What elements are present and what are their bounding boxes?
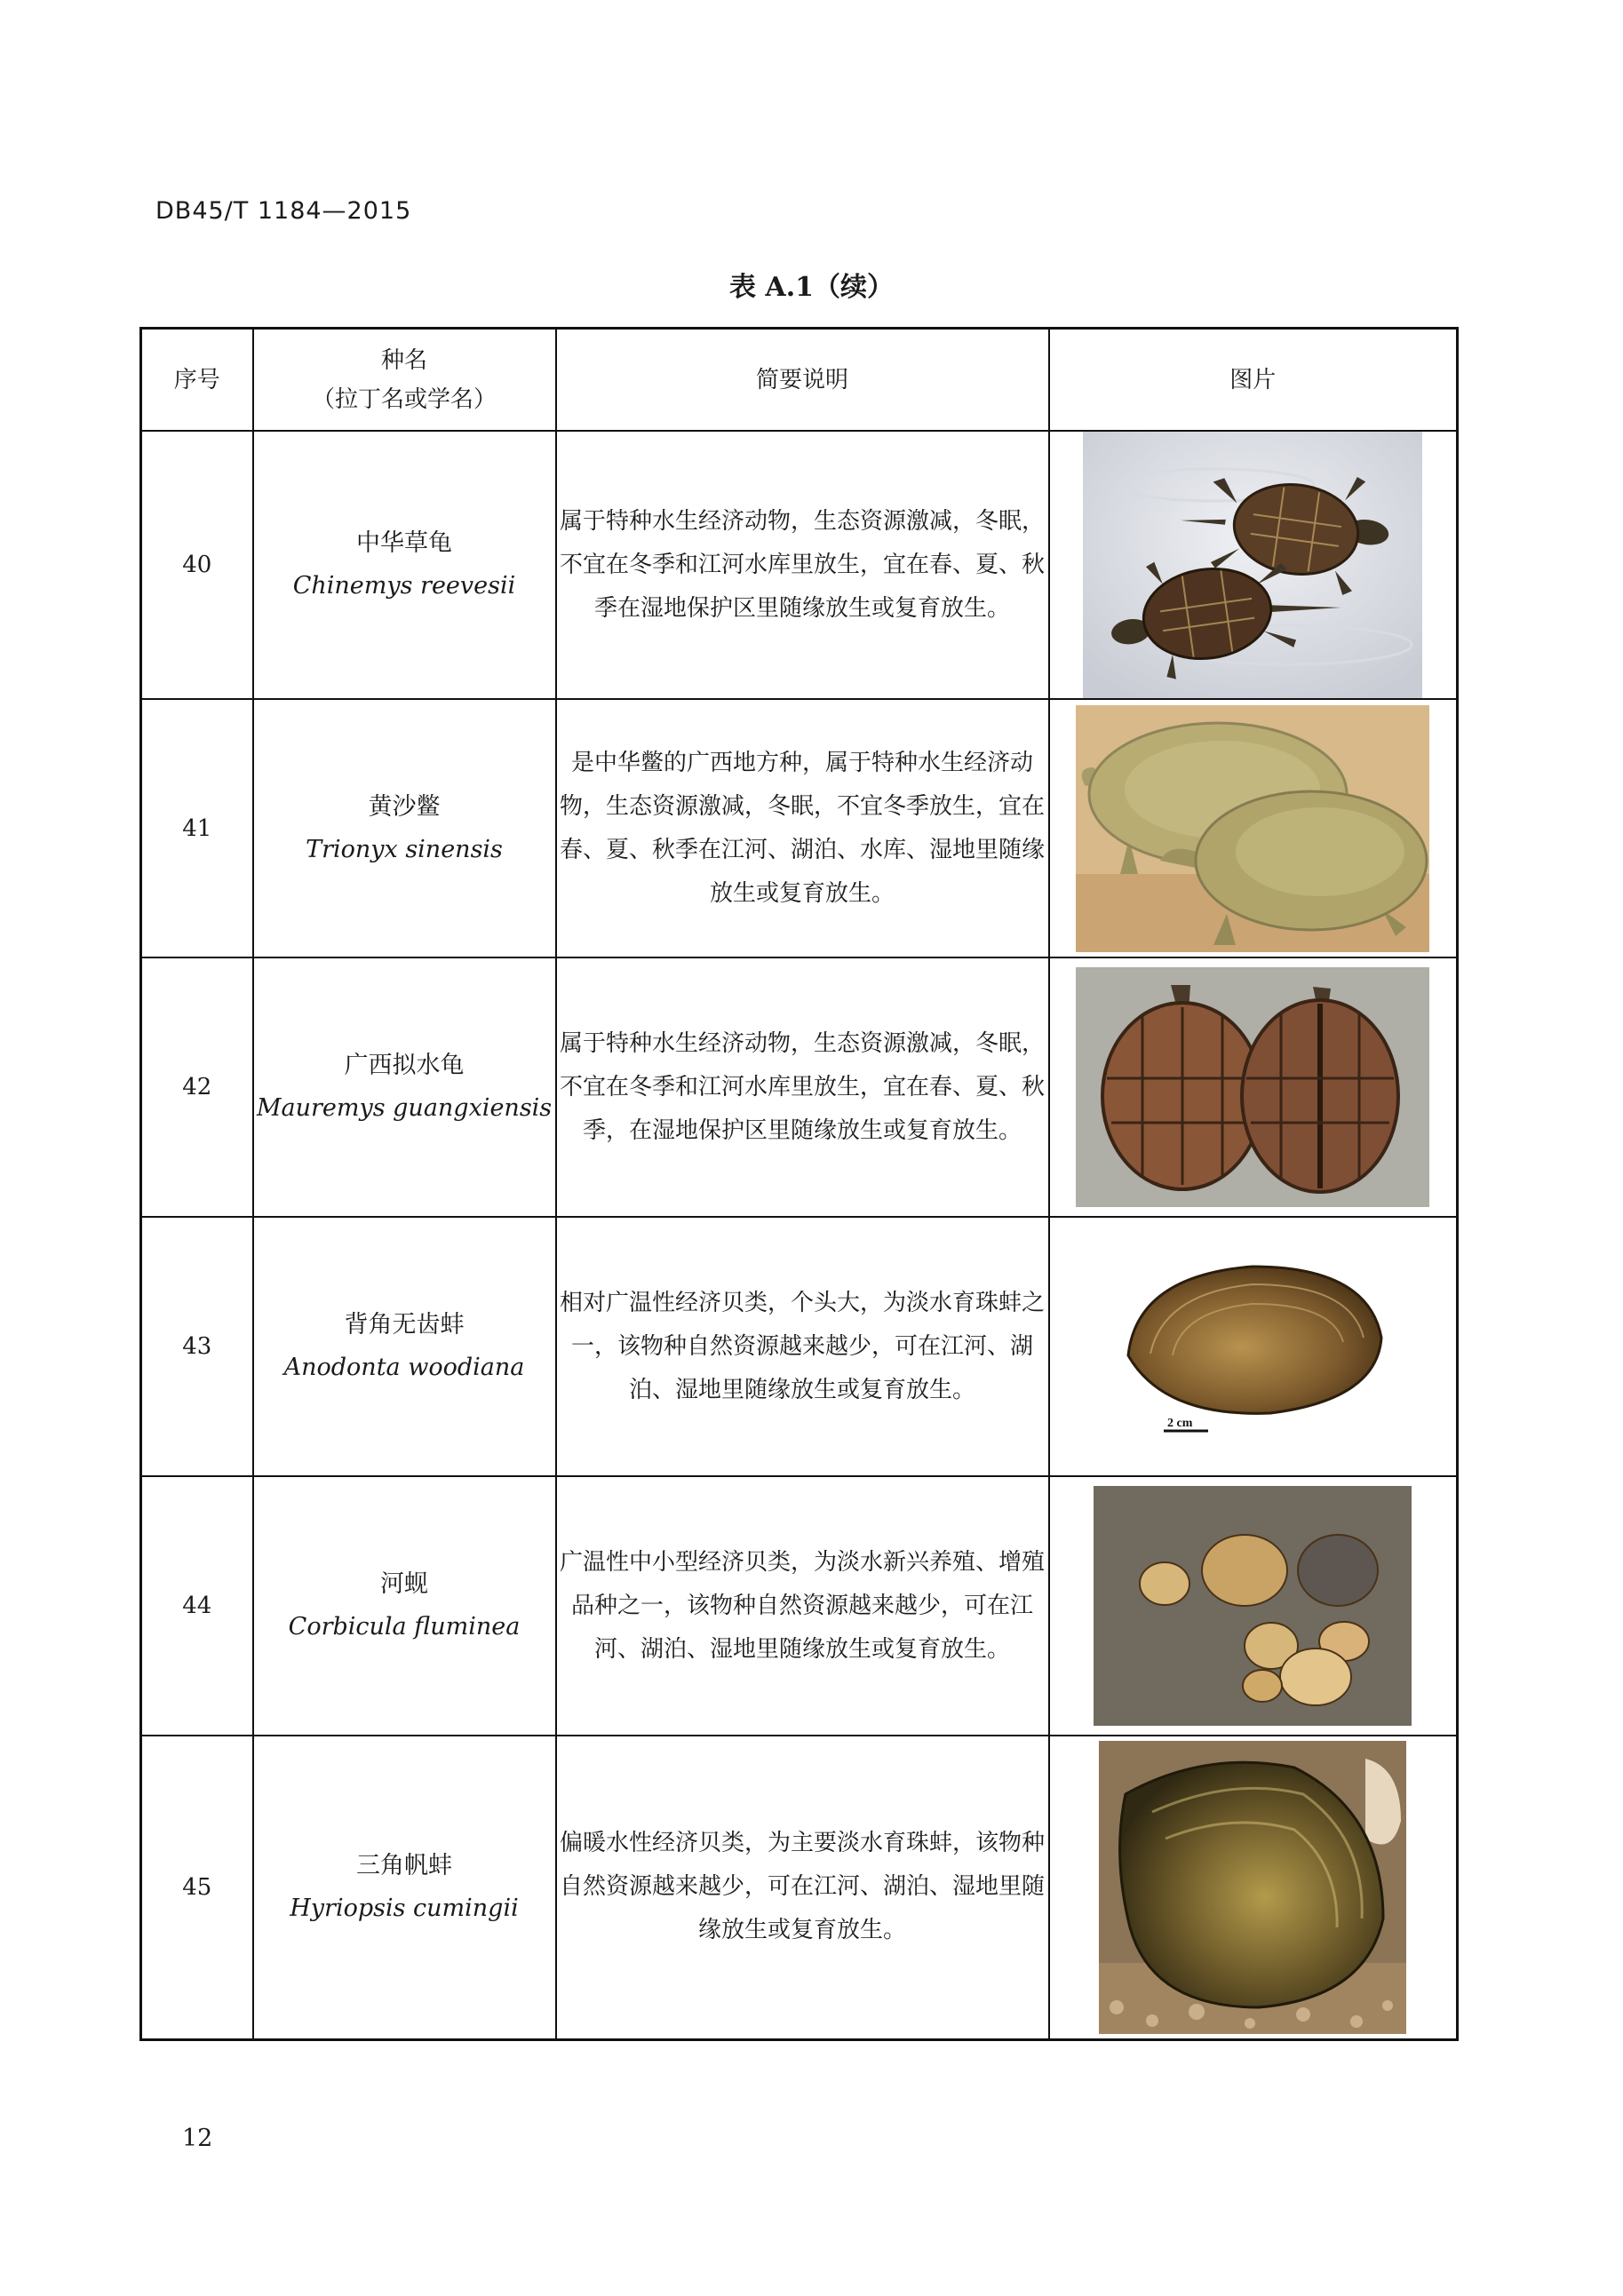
species-table <box>139 327 1459 2041</box>
species-description: 广温性中小型经济贝类，为淡水新兴养殖、增殖品种之一，该物种自然资源越来越少，可在江河、湖泊、湿地里随缘放生或复育放生。 <box>556 1476 1049 1736</box>
row-index: 44 <box>141 1476 253 1736</box>
row-index: 42 <box>141 957 253 1217</box>
species-name-cell <box>253 1217 556 1476</box>
page-number: 12 <box>182 2125 213 2152</box>
table-row <box>141 1476 1458 1736</box>
species-chinese-name: 三角帆蚌 <box>356 1851 452 1879</box>
pearl-mussel-photo <box>1099 1741 1406 2034</box>
column-header-name-label: 种名 <box>380 346 427 374</box>
species-description: 属于特种水生经济动物，生态资源激减，冬眠，不宜在冬季和江河水库里放生，宜在春、夏、秋季，在湿地保护区里随缘放生或复育放生。 <box>556 957 1049 1217</box>
species-picture-cell <box>1049 1476 1458 1736</box>
turtle-photo <box>1083 432 1422 698</box>
species-chinese-name: 广西拟水龟 <box>344 1052 465 1079</box>
species-name-cell <box>253 699 556 957</box>
species-picture-cell <box>1049 957 1458 1217</box>
species-description: 偏暖水性经济贝类，为主要淡水育珠蚌，该物种自然资源越来越少，可在江河、湖泊、湿地里随缘放生或复育放生。 <box>556 1736 1049 2039</box>
table-row <box>141 1217 1458 1476</box>
species-description: 属于特种水生经济动物，生态资源激减，冬眠，不宜在冬季和江河水库里放生，宜在春、夏、秋季在湿地保护区里随缘放生或复育放生。 <box>556 431 1049 699</box>
table-row <box>141 431 1458 699</box>
clam-photo <box>1094 1486 1412 1726</box>
species-latin-name: Corbicula fluminea <box>288 1613 521 1641</box>
species-description: 相对广温性经济贝类，个头大，为淡水育珠蚌之一，该物种自然资源越来越少，可在江河、湖泊、湿地里随缘放生或复育放生。 <box>556 1217 1049 1476</box>
species-picture-cell <box>1049 1736 1458 2039</box>
species-picture-cell <box>1049 1217 1458 1476</box>
species-latin-name: Chinemys reevesii <box>292 572 516 600</box>
species-picture-cell <box>1049 699 1458 957</box>
column-header-name <box>253 329 556 432</box>
species-latin-name: Trionyx sinensis <box>306 835 503 863</box>
scale-bar-label: 2 cm <box>1167 1417 1193 1430</box>
softshell-turtle-photo <box>1076 705 1429 952</box>
species-chinese-name: 黄沙鳖 <box>368 792 441 821</box>
species-picture-cell <box>1049 431 1458 699</box>
species-latin-name: Mauremys guangxiensis <box>256 1094 553 1122</box>
table-title: 表 A.1（续） <box>728 272 895 303</box>
row-index: 40 <box>141 431 253 699</box>
species-chinese-name: 背角无齿蚌 <box>344 1311 465 1339</box>
species-name-cell <box>253 431 556 699</box>
species-latin-name: Anodonta woodiana <box>283 1354 525 1381</box>
column-header-description: 简要说明 <box>556 329 1049 432</box>
column-header-index: 序号 <box>141 329 253 432</box>
row-index: 41 <box>141 699 253 957</box>
table-header-row <box>141 329 1458 432</box>
document-code: DB45/T 1184—2015 <box>155 197 412 225</box>
species-chinese-name: 河蚬 <box>380 1570 428 1598</box>
table-row <box>141 957 1458 1217</box>
column-header-picture: 图片 <box>1049 329 1458 432</box>
species-name-cell <box>253 957 556 1217</box>
species-name-cell <box>253 1476 556 1736</box>
pond-turtle-photo <box>1076 967 1429 1207</box>
species-chinese-name: 中华草龟 <box>356 529 452 557</box>
column-header-name-sub: （拉丁名或学名） <box>311 385 497 413</box>
row-index: 43 <box>141 1217 253 1476</box>
species-latin-name: Hyriopsis cumingii <box>290 1894 519 1922</box>
table-row <box>141 699 1458 957</box>
species-description: 是中华鳖的广西地方种，属于特种水生经济动物，生态资源激减，冬眠，不宜冬季放生，宜在春、夏、秋季在江河、湖泊、水库、湿地里随缘放生或复育放生。 <box>556 699 1049 957</box>
mussel-photo <box>1110 1249 1395 1444</box>
row-index: 45 <box>141 1736 253 2039</box>
species-name-cell <box>253 1736 556 2039</box>
table-row <box>141 1736 1458 2039</box>
